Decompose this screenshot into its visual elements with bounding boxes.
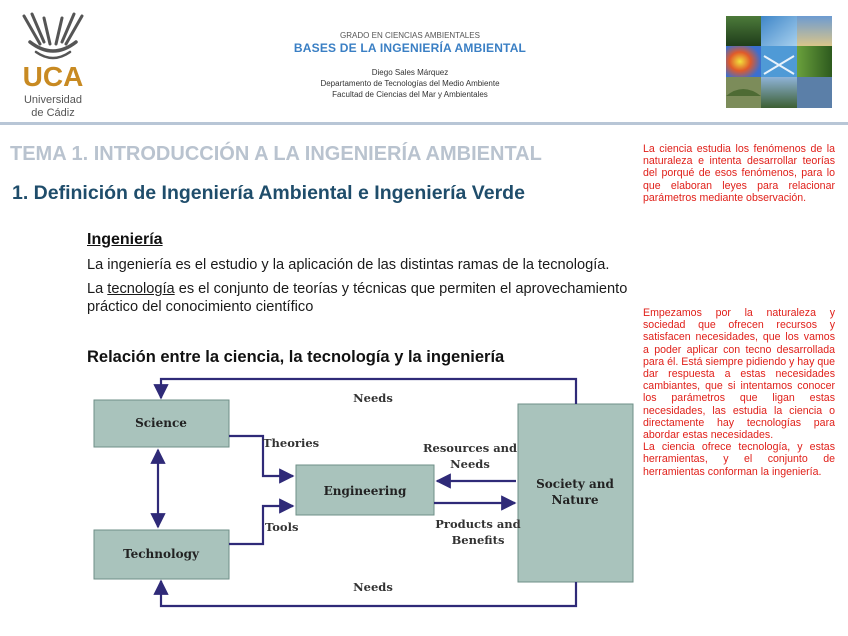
science-note: La ciencia estudia los fenómenos de la naturaleza e intenta desarrollar teorías del porqué de esos fenómenos, para lo que elaboran leyes para relacionar parámetros mediante observación. (643, 143, 835, 204)
engineering-definition: La ingeniería es el estudio y la aplicación de las distintas ramas de la tecnología. (87, 257, 610, 273)
tools-label: Tools (265, 520, 299, 534)
logo-university-line1: Universidad (23, 94, 83, 106)
uca-logo (10, 8, 96, 120)
society-note-paragraph-2: La ciencia ofrece tecnología, y estas herramientas, y el conjunto de herramientas conforman la ingeniería. (643, 441, 835, 478)
technology-definition-line2: práctico del conocimiento científico (87, 299, 314, 315)
technology-definition-prefix: La (87, 281, 108, 297)
science-technology-engineering-diagram (86, 376, 642, 612)
science-label: Science (135, 416, 187, 430)
technology-term: tecnología (107, 281, 175, 297)
technology-label: Technology (123, 547, 199, 561)
unit-title: TEMA 1. INTRODUCCIÓN A LA INGENIERÍA AMBIENTAL (10, 143, 542, 165)
ingenieria-heading: Ingeniería (87, 231, 163, 248)
theories-label: Theories (263, 436, 320, 450)
section-title: 1. Definición de Ingeniería Ambiental e Ingeniería Verde (12, 182, 525, 204)
author-name: Diego Sales Márquez (371, 68, 449, 77)
logo-university-line2: de Cádiz (31, 107, 75, 119)
logo-emblem-icon (24, 14, 82, 58)
degree-title: GRADO EN CIENCIAS AMBIENTALES (340, 31, 480, 40)
society-label-line1: Society and (536, 477, 614, 491)
products-label-line2: Benefits (451, 533, 505, 547)
technology-definition (87, 280, 627, 299)
resources-label-line1: Resources and (422, 441, 518, 455)
needs-bottom-label: Needs (353, 580, 393, 594)
relation-heading: Relación entre la ciencia, la tecnología y la ingeniería (87, 348, 505, 366)
technology-definition-rest: es el conjunto de teorías y técnicas que permiten el aprovechamiento (174, 281, 628, 297)
needs-top-label: Needs (353, 391, 393, 405)
society-note (643, 307, 835, 478)
society-label-line2: Nature (551, 493, 599, 507)
header-divider (0, 122, 848, 125)
department-name: Departamento de Tecnologías del Medio Ambiente (320, 79, 500, 88)
logo-letters: UCA (22, 61, 84, 92)
engineering-label: Engineering (323, 484, 407, 498)
faculty-name: Facultad de Ciencias del Mar y Ambientales (332, 90, 488, 99)
environment-photo-collage (726, 16, 832, 108)
products-label-line1: Products and (435, 517, 521, 531)
course-title: BASES DE LA INGENIERÍA AMBIENTAL (293, 41, 527, 55)
society-note-paragraph-1: Empezamos por la naturaleza y sociedad que ofrecen recursos y satisfacen necesidades, que los vamos a poder aplicar con tecno desarrollada para él. Está siempre pidiendo y hay que dar respuesta a estas necesidades cambiantes, que si intentamos conocer los parámetros que ligan estas necesidades, las estudia la ciencia o directamente hay tecnologías para abordar estas necesidades. (643, 307, 835, 442)
resources-label-line2: Needs (450, 457, 490, 471)
